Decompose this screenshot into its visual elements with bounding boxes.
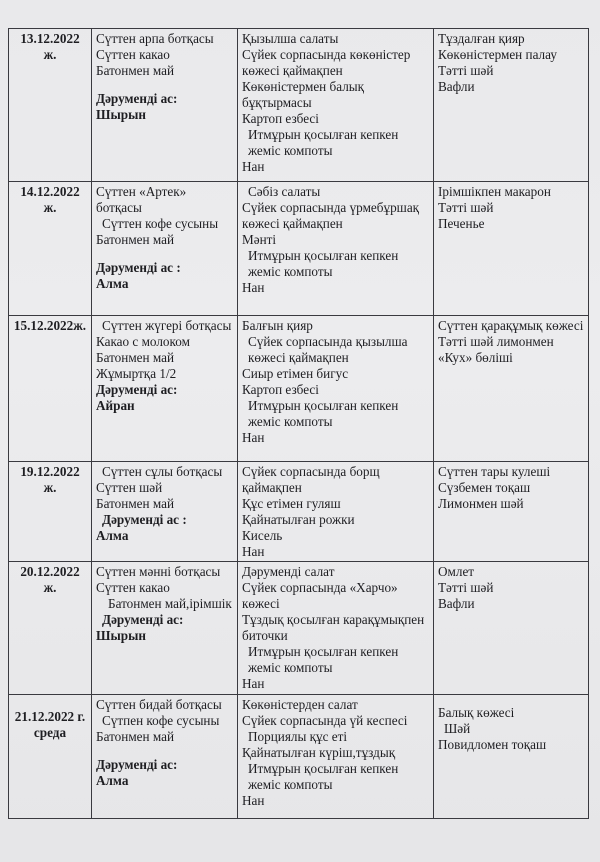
date-suffix: ж. xyxy=(43,200,57,215)
breakfast-cell xyxy=(92,316,238,462)
list-item: Тәтті шәй xyxy=(438,200,494,215)
date: 21.12.2022 г. xyxy=(14,709,86,724)
list-item: Итмұрын қосылған кепкен жеміс компоты xyxy=(248,248,399,279)
list-item: Тәтті шәй лимонмен xyxy=(438,334,554,349)
list-item: Сүттен жүгері ботқасы xyxy=(102,318,232,333)
date: 15.12.2022ж. xyxy=(13,318,87,333)
table-row xyxy=(9,462,589,562)
date: 20.12.2022 xyxy=(20,564,80,579)
list-item: Лимонмен шәй xyxy=(438,496,524,511)
list-item: Құс етімен гуляш xyxy=(242,496,341,511)
breakfast-cell xyxy=(92,29,238,182)
list-item: Қызылша салаты xyxy=(242,31,339,46)
list-item: Нан xyxy=(242,793,265,808)
date-suffix: ж. xyxy=(43,580,57,595)
table-row xyxy=(9,29,589,182)
list-item: Тәтті шәй xyxy=(438,580,494,595)
list-item: Сүйек сорпасында қызылша көжесі қаймақпен xyxy=(248,334,408,365)
lunch-cell xyxy=(238,462,434,562)
lunch-cell xyxy=(238,316,434,462)
vitamin-label: Дәруменді ас: xyxy=(96,757,178,772)
list-item: Балық көжесі xyxy=(438,705,515,720)
list-item: Батонмен май xyxy=(96,350,175,365)
date-suffix: среда xyxy=(33,725,67,740)
date-cell xyxy=(9,182,92,316)
vitamin-item: Алма xyxy=(96,773,129,788)
list-item: Кисель xyxy=(242,528,283,543)
list-item: Сүйек сорпасында үй кеспесі xyxy=(242,713,408,728)
list-item: Нан xyxy=(242,544,265,559)
snack-cell xyxy=(434,462,589,562)
vitamin-label: Дәруменді ас: xyxy=(96,382,178,397)
vitamin-item: Шырын xyxy=(96,628,147,643)
list-item: Сүттен «Артек» ботқасы xyxy=(96,184,187,215)
vitamin-label: Дәруменді ас : xyxy=(96,260,181,275)
vitamin-label: Дәруменді ас: xyxy=(96,91,178,106)
list-item: Сүттен бидай ботқасы xyxy=(96,697,222,712)
vitamin-item: Айран xyxy=(96,398,135,413)
vitamin-item: Алма xyxy=(96,528,129,543)
vitamin-label: Дәруменді ас: xyxy=(102,612,184,627)
list-item: Сүйек сорпасында «Харчо» көжесі xyxy=(242,580,398,611)
list-item: Порциялы құс еті xyxy=(248,729,348,744)
list-item: Тұздалған қияр xyxy=(438,31,525,46)
snack-cell xyxy=(434,316,589,462)
list-item: Сүйек сорпасында үрмебұршақ көжесі қаймақпен xyxy=(242,200,420,231)
list-item: Омлет xyxy=(438,564,475,579)
list-item: Печенье xyxy=(438,216,485,231)
list-item: Сүйек сорпасында көкөністер көжесі қаймақпен xyxy=(242,47,411,78)
list-item: Нан xyxy=(242,280,265,295)
date: 13.12.2022 xyxy=(20,31,80,46)
list-item: Сүттен сұлы ботқасы xyxy=(102,464,223,479)
vitamin-item: Алма xyxy=(96,276,129,291)
list-item: Тәтті шәй xyxy=(438,63,494,78)
snack-cell xyxy=(434,29,589,182)
list-item: Сүйек сорпасында борщ қаймақпен xyxy=(242,464,380,495)
list-item: Батонмен май,ірімшік xyxy=(108,596,232,611)
list-item: Нан xyxy=(242,676,265,691)
list-item: Сүттен қарақұмық көжесі xyxy=(438,318,584,333)
date-suffix: ж. xyxy=(43,47,57,62)
date-cell xyxy=(9,462,92,562)
list-item: Нан xyxy=(242,430,265,445)
vitamin-label: Дәруменді ас : xyxy=(102,512,187,527)
list-item: Нан xyxy=(242,159,265,174)
table-row xyxy=(9,695,589,819)
list-item: Сүттен тары кулеші xyxy=(438,464,551,479)
table-row xyxy=(9,182,589,316)
date: 19.12.2022 xyxy=(20,464,80,479)
list-item: Сиыр етімен бигус xyxy=(242,366,349,381)
lunch-cell xyxy=(238,182,434,316)
list-item: Батонмен май xyxy=(96,496,175,511)
table-row xyxy=(9,316,589,462)
snack-cell xyxy=(434,182,589,316)
date: 14.12.2022 xyxy=(20,184,80,199)
list-item: Картоп езбесі xyxy=(242,382,319,397)
lunch-cell xyxy=(238,562,434,695)
list-item: Батонмен май xyxy=(96,63,175,78)
breakfast-cell xyxy=(92,695,238,819)
list-item: Көкөністерден салат xyxy=(242,697,358,712)
list-item: Қайнатылған күріш,тұздық xyxy=(242,745,396,760)
list-item: Вафли xyxy=(438,79,475,94)
list-item: Көкөністермен балық бұқтырмасы xyxy=(242,79,365,110)
list-item: Шәй xyxy=(444,721,471,736)
list-item: Дәруменді салат xyxy=(242,564,335,579)
list-item: Сүттен какао xyxy=(96,47,170,62)
list-item: Сүттен шәй xyxy=(96,480,163,495)
list-item: Батонмен май xyxy=(96,232,175,247)
breakfast-cell xyxy=(92,562,238,695)
list-item: Картоп езбесі xyxy=(242,111,319,126)
lunch-cell xyxy=(238,695,434,819)
list-item: «Кух» бөліші xyxy=(438,350,513,365)
list-item: Какао с молоком xyxy=(96,334,190,349)
list-item: Сүтпен кофе сусыны xyxy=(102,713,220,728)
list-item: Ірімшікпен макарон xyxy=(438,184,551,199)
snack-cell xyxy=(434,562,589,695)
date-cell xyxy=(9,29,92,182)
vitamin-item: Шырын xyxy=(96,107,147,122)
list-item: Сүттен кофе сусыны xyxy=(102,216,219,231)
list-item: Повидломен тоқаш xyxy=(438,737,547,752)
breakfast-cell xyxy=(92,462,238,562)
list-item: Жұмыртқа 1/2 xyxy=(96,366,177,381)
list-item: Сүзбемен тоқаш xyxy=(438,480,531,495)
list-item: Итмұрын қосылған кепкен жеміс компоты xyxy=(248,761,399,792)
list-item: Итмұрын қосылған кепкен жеміс компоты xyxy=(248,644,399,675)
list-item: Вафли xyxy=(438,596,475,611)
list-item: Сүттен мәнні ботқасы xyxy=(96,564,221,579)
snack-cell xyxy=(434,695,589,819)
breakfast-cell xyxy=(92,182,238,316)
list-item: Батонмен май xyxy=(96,729,175,744)
list-item: Сәбіз салаты xyxy=(248,184,321,199)
list-item: Тұздық қосылған карақұмықпен биточки xyxy=(242,612,425,643)
list-item: Мәнті xyxy=(242,232,277,247)
menu-table xyxy=(8,28,589,819)
list-item: Қайнатылған рожки xyxy=(242,512,355,527)
date-cell xyxy=(9,316,92,462)
lunch-cell xyxy=(238,29,434,182)
date-cell xyxy=(9,562,92,695)
list-item: Сүттен арпа ботқасы xyxy=(96,31,214,46)
list-item: Итмұрын қосылған кепкен жеміс компоты xyxy=(248,127,399,158)
date-cell xyxy=(9,695,92,819)
list-item: Итмұрын қосылған кепкен жеміс компоты xyxy=(248,398,399,429)
table-row xyxy=(9,562,589,695)
list-item: Көкөністермен палау xyxy=(438,47,557,62)
list-item: Балғын қияр xyxy=(242,318,313,333)
list-item: Сүттен какао xyxy=(96,580,170,595)
date-suffix: ж. xyxy=(43,480,57,495)
